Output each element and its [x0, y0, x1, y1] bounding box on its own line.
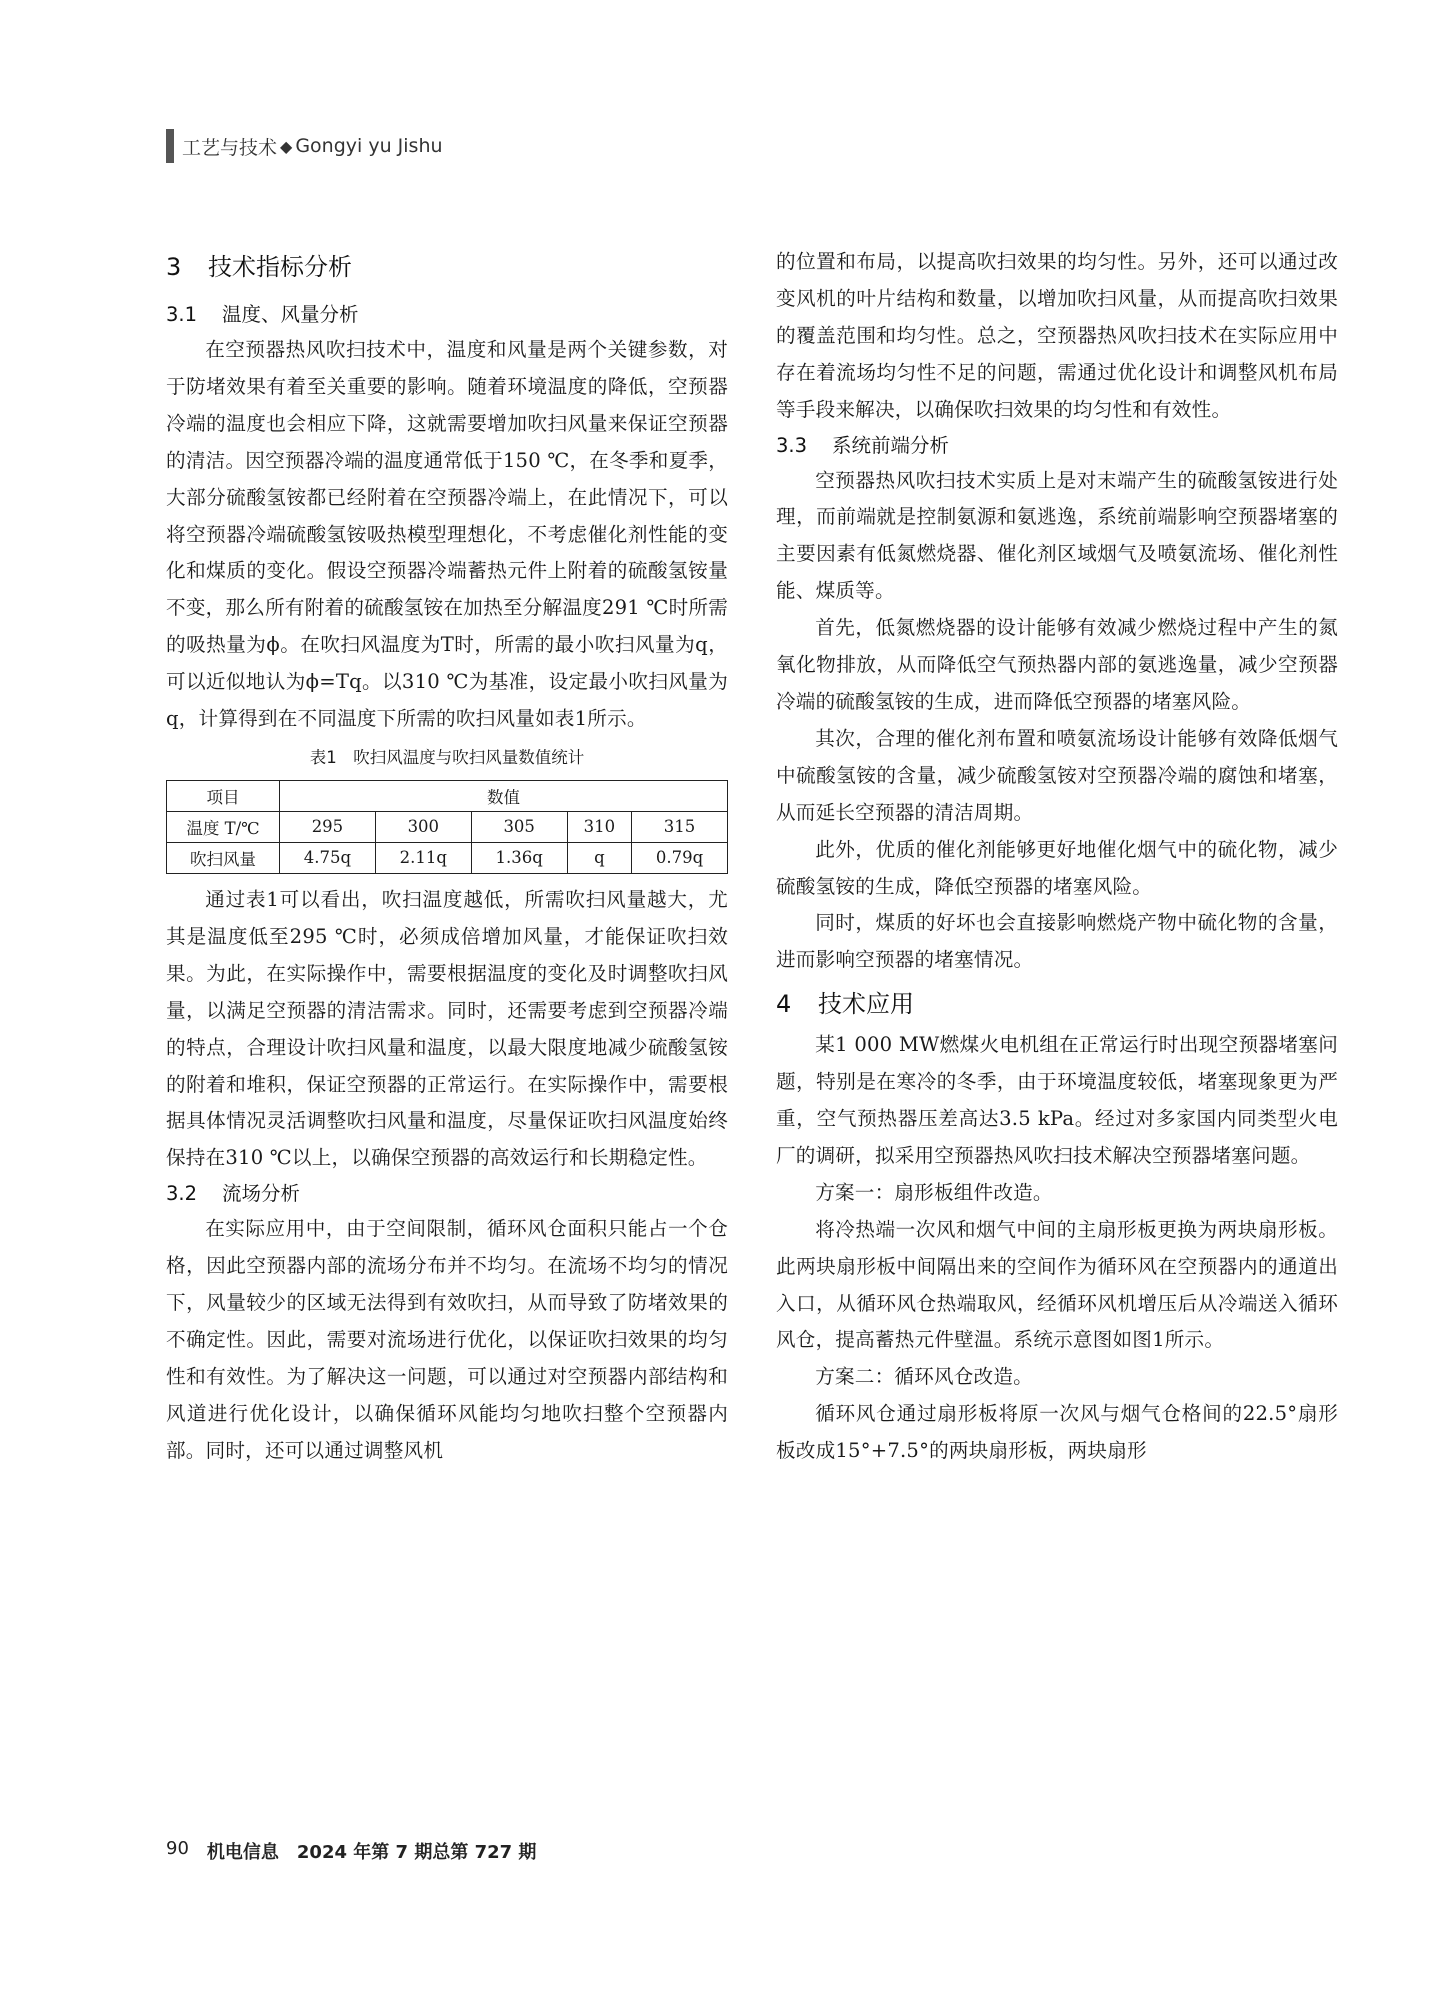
- paragraph: 将冷热端一次风和烟气中间的主扇形板更换为两块扇形板。此两块扇形板中间隔出来的空间作为循环风在空预器内的通道出入口，从循环风仓热端取风，经循环风机增压后从冷端送入循环风仓，提高蓄热元件壁温。系统示意图如图1所示。: [776, 1217, 1338, 1352]
- paragraph: 方案二：循环风仓改造。: [815, 1365, 1033, 1389]
- table-header-row: [167, 780, 728, 811]
- paragraph: 的位置和布局，以提高吹扫效果的均匀性。另外，还可以通过改变风机的叶片结构和数量，以增加吹扫风量，从而提高吹扫效果的覆盖范围和均匀性。总之，空预器热风吹扫技术在实际应用中存在着流场均匀性不足的问题，需通过优化设计和调整风机布局等手段来解决，以确保吹扫效果的均匀性和有效性。: [776, 250, 1338, 421]
- section-3-3-heading: 3.3 系统前端分析: [776, 433, 950, 457]
- table-cell: 0.79q: [632, 842, 728, 873]
- section-3-1-heading: 3.1 温度、风量分析: [166, 303, 359, 326]
- table-cell: 310: [567, 811, 631, 842]
- paragraph: 同时，煤质的好坏也会直接影响燃烧产物中硫化物的含量，进而影响空预器的堵塞情况。: [776, 911, 1338, 972]
- issue-info: 2024 年第 7 期总第 727 期: [296, 1842, 537, 1863]
- section-3-2-heading: 3.2 流场分析: [166, 1182, 301, 1206]
- paragraph: 在实际应用中，由于空间限制，循环风仓面积只能占一个仓格，因此空预器内部的流场分布并不均匀。在流场不均匀的情况下，风量较少的区域无法得到有效吹扫，从而导致了防堵效果的不确定性。因此，需要对流场进行优化，以保证吹扫效果的均匀性和有效性。为了解决这一问题，可以通过对空预器内部结构和风道进行优化设计，以确保循环风能均匀地吹扫整个空预器内部。同时，还可以通过调整风机: [166, 1217, 728, 1462]
- paragraph: 某1 000 MW燃煤火电机组在正常运行时出现空预器堵塞问题，特别是在寒冷的冬季，由于环境温度较低，堵塞现象更为严重，空气预热器压差高达3.5 kPa。经过对多家国内同类型火电厂的调研，拟采用空预器热风吹扫技术解决空预器堵塞问题。: [776, 1033, 1338, 1167]
- table-cell: 1.36q: [471, 842, 567, 873]
- paragraph: 循环风仓通过扇形板将原一次风与烟气仓格间的22.5°扇形板改成15°+7.5°的两块扇形板，两块扇形: [776, 1402, 1338, 1463]
- table-cell: 305: [471, 811, 567, 842]
- paragraph: 在空预器热风吹扫技术中，温度和风量是两个关键参数，对于防堵效果有着至关重要的影响。随着环境温度的降低，空预器冷端的温度也会相应下降，这就需要增加吹扫风量来保证空预器的清洁。因空预器冷端的温度通常低于150 ℃，在冬季和夏季，大部分硫酸氢铵都已经附着在空预器冷端上，在此情况下，可以将空预器冷端硫酸氢铵吸热模型理想化，不考虑催化剂性能的变化和煤质的变化。假设空预器冷端蓄热元件上附着的硫酸氢铵量不变，那么所有附着的硫酸氢铵在加热至分解温度291 ℃时所需的吸热量为ϕ。在吹扫风温度为T时，所需的最小吹扫风量为q，可以近似地认为ϕ=Tq。以310 ℃为基准，设定最小吹扫风量为q，计算得到在不同温度下所需的吹扫风量如表1所示。: [166, 338, 728, 731]
- page-number: 90: [166, 1838, 189, 1859]
- table-cell: 2.11q: [375, 842, 471, 873]
- table-header-item: 项目: [167, 780, 280, 811]
- paragraph: 方案一：扇形板组件改造。: [815, 1180, 1053, 1204]
- table-cell: 300: [375, 811, 471, 842]
- running-head-bar: [166, 129, 174, 163]
- right-column: [776, 244, 1338, 1470]
- table-cell: 315: [632, 811, 728, 842]
- data-table: [166, 780, 728, 874]
- table-header-value: 数值: [280, 780, 728, 811]
- running-head-cn: 工艺与技术: [182, 136, 278, 159]
- paragraph: 首先，低氮燃烧器的设计能够有效减少燃烧过程中产生的氮氧化物排放，从而降低空气预热器内部的氨逃逸量，减少空预器冷端的硫酸氢铵的生成，进而降低空预器的堵塞风险。: [776, 616, 1338, 713]
- paragraph: 通过表1可以看出，吹扫温度越低，所需吹扫风量越大，尤其是温度低至295 ℃时，必须成倍增加风量，才能保证吹扫效果。为此，在实际操作中，需要根据温度的变化及时调整吹扫风量，以满足空预器的清洁需求。同时，还需要考虑到空预器冷端的特点，合理设计吹扫风量和温度，以最大限度地减少硫酸氢铵的附着和堆积，保证空预器的正常运行。在实际操作中，需要根据具体情况灵活调整吹扫风量和温度，尽量保证吹扫风温度始终保持在310 ℃以上，以确保空预器的高效运行和长期稳定性。: [166, 887, 728, 1170]
- page-footer: [166, 1838, 536, 1864]
- table-cell: q: [567, 842, 631, 873]
- table-row-label: 吹扫风量: [167, 842, 280, 873]
- paragraph: 空预器热风吹扫技术实质上是对末端产生的硫酸氢铵进行处理，而前端就是控制氨源和氨逃逸，系统前端影响空预器堵塞的主要因素有低氮燃烧器、催化剂区域烟气及喷氨流场、催化剂性能、煤质等。: [776, 468, 1338, 603]
- table-caption: 表1 吹扫风温度与吹扫风量数值统计: [309, 747, 585, 767]
- table-cell: 295: [280, 811, 376, 842]
- table-cell: 4.75q: [280, 842, 376, 873]
- table-row: [167, 811, 728, 842]
- paragraph: 其次，合理的催化剂布置和喷氨流场设计能够有效降低烟气中硫酸氢铵的含量，减少硫酸氢铵对空预器冷端的腐蚀和堵塞，从而延长空预器的清洁周期。: [776, 726, 1338, 824]
- paragraph: 此外，优质的催化剂能够更好地催化烟气中的硫化物，减少硫酸氢铵的生成，降低空预器的堵塞风险。: [776, 837, 1338, 898]
- table-row-label: 温度 T/℃: [167, 811, 280, 842]
- left-column: [166, 252, 728, 1470]
- section-4-heading: 4 技术应用: [776, 990, 914, 1019]
- journal-name: 机电信息: [206, 1842, 279, 1863]
- running-head-en: Gongyi yu Jishu: [295, 135, 443, 157]
- section-3-heading: 3 技术指标分析: [166, 253, 352, 281]
- table-row: [167, 842, 728, 873]
- running-head: [166, 130, 443, 162]
- diamond-icon: ◆: [280, 136, 293, 156]
